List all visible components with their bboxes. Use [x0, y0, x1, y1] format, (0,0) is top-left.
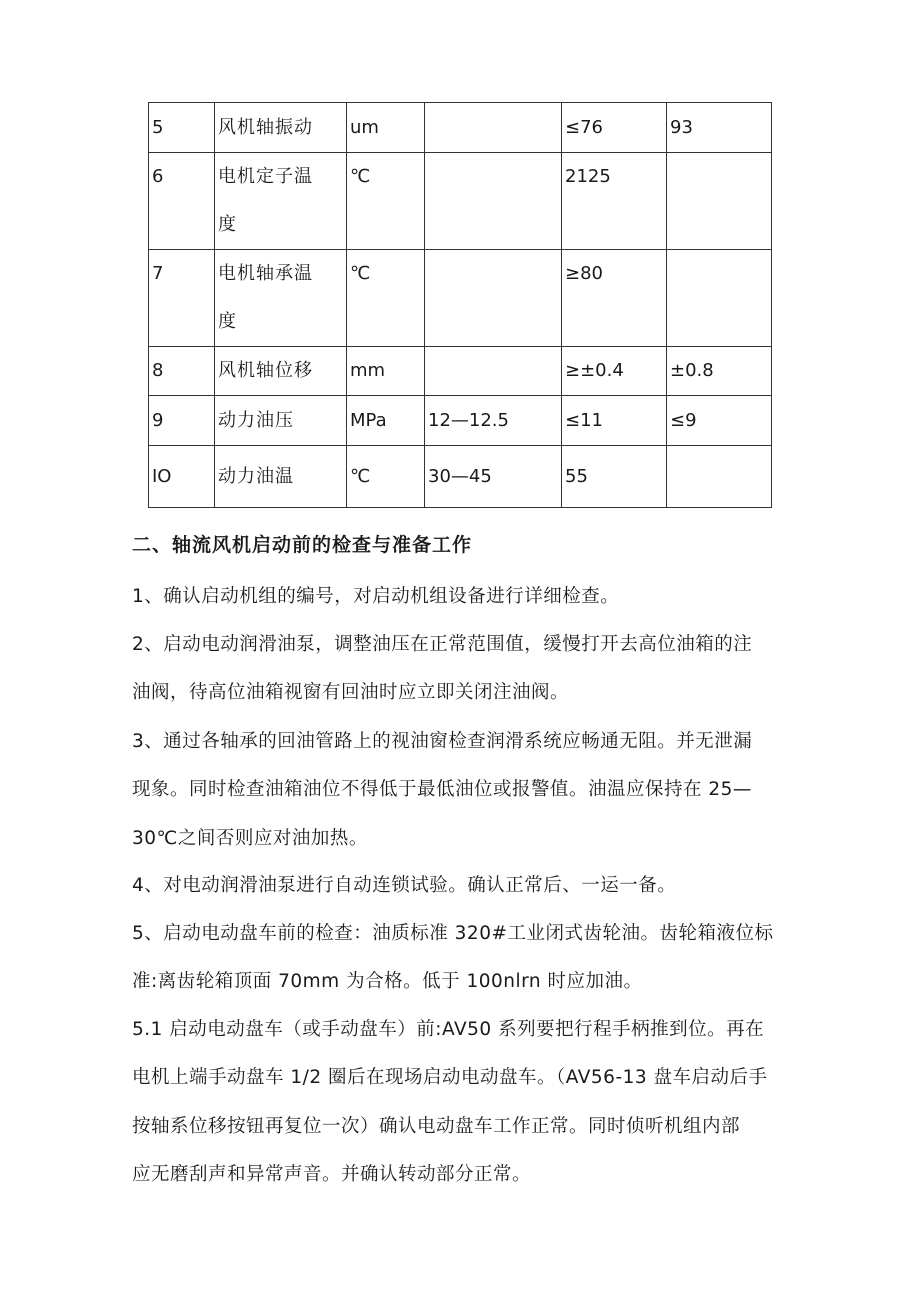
cell-name	[215, 153, 347, 250]
table-row	[149, 446, 772, 508]
table-row	[149, 347, 772, 396]
table-row	[149, 396, 772, 446]
table-row	[149, 153, 772, 250]
cell-trip: 93	[667, 103, 772, 153]
cell-unit: ℃	[347, 153, 425, 250]
cell-no: 8	[149, 347, 215, 396]
paragraph-line: 按轴系位移按钮再复位一次）确认电动盘车工作正常。同时侦听机组内部	[132, 1115, 741, 1137]
cell-normal	[425, 347, 562, 396]
paragraph-line: 5、启动电动盘车前的检查：油质标准 320#工业闭式齿轮油。齿轮箱液位标	[132, 923, 774, 944]
cell-unit: um	[347, 103, 425, 153]
paragraph-line: 30℃之间否则应对油加热。	[132, 827, 368, 849]
cell-alarm: 55	[562, 446, 667, 508]
cell-name-line: 电机轴承温	[218, 263, 313, 284]
cell-name: 风机轴位移	[215, 347, 347, 396]
paragraph-line: 应无磨刮声和异常声音。并确认转动部分正常。	[132, 1164, 532, 1186]
cell-trip	[667, 446, 772, 508]
cell-no: 6	[149, 153, 215, 250]
cell-no: 9	[149, 396, 215, 446]
paragraph-5	[132, 910, 794, 1007]
cell-name-line: 电机定子温	[218, 166, 313, 187]
cell-no: IO	[149, 446, 215, 508]
paragraph-3	[132, 718, 794, 863]
cell-no: 5	[149, 103, 215, 153]
table-row	[149, 103, 772, 153]
parameter-table	[148, 102, 772, 508]
cell-trip: ≤9	[667, 396, 772, 446]
cell-normal	[425, 250, 562, 347]
paragraph-line: 1、确认启动机组的编号，对启动机组设备进行详细检查。	[132, 586, 620, 607]
cell-no: 7	[149, 250, 215, 347]
cell-normal: 30—45	[425, 446, 562, 508]
cell-name: 动力油压	[215, 396, 347, 446]
cell-unit: mm	[347, 347, 425, 396]
cell-name-line: 度	[218, 311, 237, 332]
section-heading: 二、轴流风机启动前的检查与准备工作	[132, 534, 473, 556]
cell-unit: ℃	[347, 250, 425, 347]
cell-alarm: ≤76	[562, 103, 667, 153]
paragraph-4	[132, 862, 794, 910]
paragraph-line: 现象。同时检查油箱油位不得低于最低油位或报警值。油温应保持在 25—	[132, 779, 752, 801]
paragraph-line: 5.1 启动电动盘车（或手动盘车）前:AV50 系列要把行程手柄推到位。再在	[132, 1019, 765, 1040]
cell-normal	[425, 153, 562, 250]
cell-alarm: ≥±0.4	[562, 347, 667, 396]
paragraph-line: 油阀，待高位油箱视窗有回油时应立即关闭注油阀。	[132, 682, 570, 704]
paragraph-2	[132, 621, 794, 718]
cell-name-line: 度	[218, 214, 237, 235]
cell-unit: MPa	[347, 396, 425, 446]
cell-trip	[667, 153, 772, 250]
paragraph-1	[132, 573, 794, 621]
cell-alarm: 2125	[562, 153, 667, 250]
cell-unit: ℃	[347, 446, 425, 508]
paragraph-6	[132, 1006, 794, 1200]
cell-name	[215, 250, 347, 347]
cell-alarm: ≥80	[562, 250, 667, 347]
cell-normal: 12—12.5	[425, 396, 562, 446]
cell-trip	[667, 250, 772, 347]
cell-alarm: ≤11	[562, 396, 667, 446]
cell-normal	[425, 103, 562, 153]
paragraph-line: 2、启动电动润滑油泵，调整油压在正常范围值，缓慢打开去高位油箱的注	[132, 634, 753, 655]
paragraph-line: 4、对电动润滑油泵进行自动连锁试验。确认正常后、一运一备。	[132, 875, 677, 896]
paragraph-line: 电机上端手动盘车 1/2 圈后在现场启动电动盘车。（AV56-13 盘车启动后手	[132, 1067, 768, 1089]
paragraph-line: 准:离齿轮箱顶面 70mm 为合格。低于 100nlrn 时应加油。	[132, 971, 643, 993]
table-row	[149, 250, 772, 347]
paragraph-line: 3、通过各轴承的回油管路上的视油窗检查润滑系统应畅通无阻。并无泄漏	[132, 731, 753, 752]
cell-name: 动力油温	[215, 446, 347, 508]
cell-trip: ±0.8	[667, 347, 772, 396]
cell-name: 风机轴振动	[215, 103, 347, 153]
